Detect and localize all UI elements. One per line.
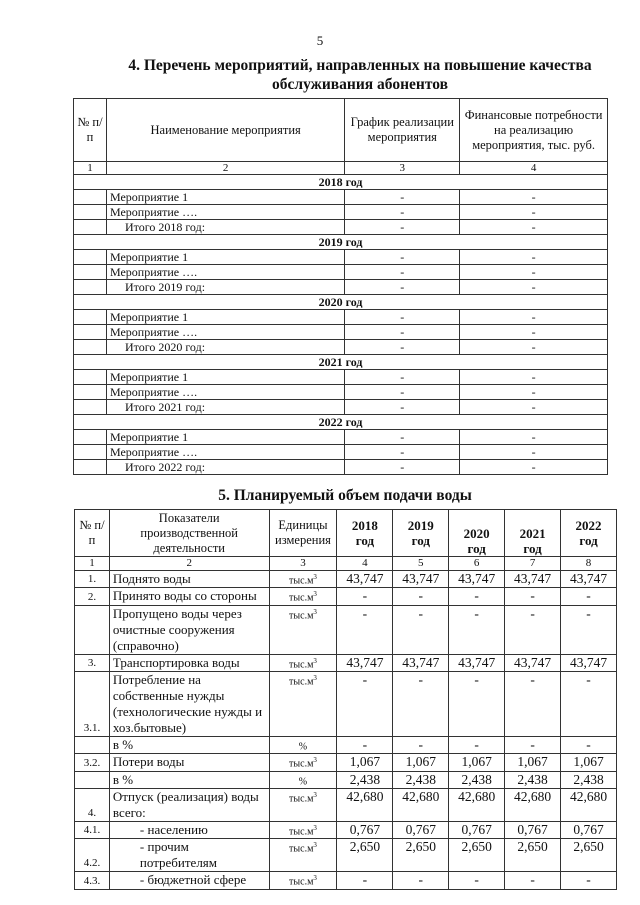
value-cell: - [337, 736, 393, 753]
table-row [75, 588, 617, 605]
table-row [75, 605, 617, 654]
table-row [74, 220, 608, 235]
schedule-value: - [345, 325, 460, 340]
table-header-row [74, 99, 608, 162]
col-number: 2 [109, 557, 269, 571]
table-row [75, 671, 617, 736]
schedule-value: - [345, 385, 460, 400]
col-number: 4 [460, 162, 608, 175]
finance-value: - [460, 250, 608, 265]
unit: $тыс.м^3$ [269, 821, 337, 838]
table-row [74, 325, 608, 340]
row-num [74, 205, 107, 220]
row-num [74, 325, 107, 340]
value-cell: 2,650 [393, 839, 449, 872]
value-cell: - [505, 736, 561, 753]
row-index [75, 771, 110, 788]
finance-value: - [460, 265, 608, 280]
col-number: 3 [269, 557, 337, 571]
value-cell: - [505, 671, 561, 736]
value-cell: 0,767 [337, 821, 393, 838]
value-cell: - [561, 588, 617, 605]
schedule-value: - [345, 220, 460, 235]
header-num: № п/п [74, 99, 107, 162]
table-header-row [75, 510, 617, 557]
finance-value: - [460, 385, 608, 400]
header-schedule: График реализации мероприятия [345, 99, 460, 162]
row-index: 3. [75, 654, 110, 671]
finance-value: - [460, 400, 608, 415]
indicator-name: Поднято воды [109, 571, 269, 588]
row-num [74, 220, 107, 235]
value-cell: 1,067 [449, 754, 505, 771]
unit: $тыс.м^3$ [269, 571, 337, 588]
row-num [74, 460, 107, 475]
header-finance: Финансовые потребности на реализацию мероприятия, тыс. руб. [460, 99, 608, 162]
value-cell: 43,747 [449, 571, 505, 588]
value-cell: 1,067 [561, 754, 617, 771]
col-number: 6 [449, 557, 505, 571]
value-cell: - [337, 588, 393, 605]
header-year-2020: 2020 год [449, 510, 505, 557]
value-cell: - [393, 736, 449, 753]
value-cell: - [393, 671, 449, 736]
year-group-row [74, 415, 608, 430]
indicator-name: в % [109, 736, 269, 753]
value-cell: 43,747 [337, 571, 393, 588]
value-cell: 42,680 [505, 788, 561, 821]
year-label: 2022 год [74, 415, 608, 430]
indicator-name: Пропущено воды через очистные сооружения (справочно) [109, 605, 269, 654]
table-row [75, 654, 617, 671]
row-index: 4.1. [75, 821, 110, 838]
row-index [75, 605, 110, 654]
schedule-value: - [345, 340, 460, 355]
table-row [74, 265, 608, 280]
header-year-2022: 2022 год [561, 510, 617, 557]
table-row [75, 821, 617, 838]
row-num [74, 190, 107, 205]
schedule-value: - [345, 370, 460, 385]
year-label: 2019 год [74, 235, 608, 250]
value-cell: - [449, 872, 505, 889]
col-number: 4 [337, 557, 393, 571]
unit: $тыс.м^3$ [269, 605, 337, 654]
row-num [74, 265, 107, 280]
value-cell: 0,767 [393, 821, 449, 838]
measure-name: Мероприятие …. [106, 265, 344, 280]
schedule-value: - [345, 250, 460, 265]
table-row [74, 430, 608, 445]
header-name: Наименование мероприятия [106, 99, 344, 162]
measure-name: Мероприятие 1 [106, 310, 344, 325]
measure-name: Мероприятие …. [106, 385, 344, 400]
value-cell: 1,067 [337, 754, 393, 771]
value-cell: - [449, 736, 505, 753]
measure-name: Мероприятие 1 [106, 190, 344, 205]
table-row [74, 445, 608, 460]
value-cell: 43,747 [337, 654, 393, 671]
total-label: Итого 2020 год: [106, 340, 344, 355]
header-unit: Единицы измерения [269, 510, 337, 557]
value-cell: - [505, 872, 561, 889]
indicator-name: - прочим потребителям [109, 839, 269, 872]
value-cell: - [449, 588, 505, 605]
finance-value: - [460, 310, 608, 325]
indicator-name: в % [109, 771, 269, 788]
unit: $тыс.м^3$ [269, 872, 337, 889]
value-cell: - [393, 588, 449, 605]
col-number: 8 [561, 557, 617, 571]
value-cell: - [449, 671, 505, 736]
table-row [75, 839, 617, 872]
finance-value: - [460, 190, 608, 205]
value-cell: 0,767 [561, 821, 617, 838]
col-number: 7 [505, 557, 561, 571]
unit: % [269, 736, 337, 753]
year-group-row [74, 295, 608, 310]
unit: % [269, 771, 337, 788]
col-number: 1 [74, 162, 107, 175]
schedule-value: - [345, 310, 460, 325]
value-cell: 1,067 [393, 754, 449, 771]
unit: $тыс.м^3$ [269, 671, 337, 736]
value-cell: 2,438 [505, 771, 561, 788]
value-cell: 42,680 [449, 788, 505, 821]
value-cell: 2,650 [505, 839, 561, 872]
header-num: № п/п [75, 510, 110, 557]
row-index [75, 736, 110, 753]
value-cell: 42,680 [337, 788, 393, 821]
indicator-name: Отпуск (реализация) воды всего: [109, 788, 269, 821]
unit: $тыс.м^3$ [269, 588, 337, 605]
table-row [75, 736, 617, 753]
col-number: 1 [75, 557, 110, 571]
value-cell: 0,767 [505, 821, 561, 838]
page-number: 5 [316, 33, 324, 48]
header-indicator: Показатели производственной деятельности [109, 510, 269, 557]
unit: $тыс.м^3$ [269, 654, 337, 671]
table-row [74, 280, 608, 295]
row-index: 4.3. [75, 872, 110, 889]
year-group-row [74, 355, 608, 370]
value-cell: 2,650 [561, 839, 617, 872]
value-cell: - [393, 605, 449, 654]
row-num [74, 445, 107, 460]
finance-value: - [460, 340, 608, 355]
finance-value: - [460, 445, 608, 460]
section-5-title: 5. Планируемый объем подачи воды [218, 487, 472, 504]
indicator-name: Принято воды со стороны [109, 588, 269, 605]
measure-name: Мероприятие …. [106, 205, 344, 220]
indicator-name: - бюджетной сфере [109, 872, 269, 889]
row-num [74, 250, 107, 265]
measure-name: Мероприятие …. [106, 325, 344, 340]
value-cell: 42,680 [393, 788, 449, 821]
schedule-value: - [345, 430, 460, 445]
value-cell: - [449, 605, 505, 654]
unit: $тыс.м^3$ [269, 788, 337, 821]
header-year-2019: 2019 год [393, 510, 449, 557]
value-cell: 2,438 [337, 771, 393, 788]
indicator-name: Потребление на собственные нужды (технологические нужды и хоз.бытовые) [109, 671, 269, 736]
year-label: 2018 год [74, 175, 608, 190]
table-row [75, 872, 617, 889]
year-group-row [74, 235, 608, 250]
header-year-2021: 2021 год [505, 510, 561, 557]
finance-value: - [460, 370, 608, 385]
column-numbers-row [74, 162, 608, 175]
schedule-value: - [345, 460, 460, 475]
unit: $тыс.м^3$ [269, 754, 337, 771]
value-cell: 2,650 [337, 839, 393, 872]
row-num [74, 400, 107, 415]
measure-name: Мероприятие 1 [106, 430, 344, 445]
total-label: Итого 2019 год: [106, 280, 344, 295]
value-cell: - [561, 736, 617, 753]
schedule-value: - [345, 400, 460, 415]
col-number: 2 [106, 162, 344, 175]
schedule-value: - [345, 280, 460, 295]
row-index: 3.2. [75, 754, 110, 771]
table-row [74, 205, 608, 220]
measures-table [73, 98, 608, 475]
finance-value: - [460, 220, 608, 235]
total-label: Итого 2022 год: [106, 460, 344, 475]
value-cell: 2,650 [449, 839, 505, 872]
value-cell: 43,747 [393, 571, 449, 588]
year-group-row [74, 175, 608, 190]
header-year-2018: 2018 год [337, 510, 393, 557]
indicator-name: Транспортировка воды [109, 654, 269, 671]
value-cell: 1,067 [505, 754, 561, 771]
row-index: 2. [75, 588, 110, 605]
measure-name: Мероприятие …. [106, 445, 344, 460]
value-cell: - [561, 605, 617, 654]
value-cell: 43,747 [561, 654, 617, 671]
unit: $тыс.м^3$ [269, 839, 337, 872]
water-supply-table [74, 509, 617, 890]
indicator-name: Потери воды [109, 754, 269, 771]
section-4-title: 4. Перечень мероприятий, направленных на повышение качества обслуживания абонентов [128, 57, 592, 93]
value-cell: - [337, 671, 393, 736]
finance-value: - [460, 460, 608, 475]
table-row [75, 771, 617, 788]
table-row [74, 385, 608, 400]
table-row [74, 250, 608, 265]
row-index: 1. [75, 571, 110, 588]
value-cell: 43,747 [393, 654, 449, 671]
total-label: Итого 2021 год: [106, 400, 344, 415]
table-row [75, 571, 617, 588]
total-label: Итого 2018 год: [106, 220, 344, 235]
table-row [74, 370, 608, 385]
value-cell: 0,767 [449, 821, 505, 838]
value-cell: - [393, 872, 449, 889]
measure-name: Мероприятие 1 [106, 250, 344, 265]
indicator-name: - населению [109, 821, 269, 838]
finance-value: - [460, 325, 608, 340]
table-row [74, 460, 608, 475]
year-label: 2020 год [74, 295, 608, 310]
column-numbers-row [75, 557, 617, 571]
value-cell: 43,747 [505, 654, 561, 671]
table-row [74, 340, 608, 355]
finance-value: - [460, 280, 608, 295]
value-cell: - [337, 605, 393, 654]
year-label: 2021 год [74, 355, 608, 370]
schedule-value: - [345, 190, 460, 205]
value-cell: - [561, 872, 617, 889]
value-cell: 42,680 [561, 788, 617, 821]
value-cell: 43,747 [505, 571, 561, 588]
value-cell: 43,747 [449, 654, 505, 671]
value-cell: 2,438 [449, 771, 505, 788]
table-row [74, 190, 608, 205]
value-cell: - [505, 605, 561, 654]
schedule-value: - [345, 265, 460, 280]
row-index: 3.1. [75, 671, 110, 736]
table-row [75, 788, 617, 821]
table-row [75, 754, 617, 771]
row-num [74, 310, 107, 325]
row-num [74, 340, 107, 355]
row-num [74, 385, 107, 400]
row-num [74, 430, 107, 445]
col-number: 3 [345, 162, 460, 175]
row-num [74, 280, 107, 295]
finance-value: - [460, 205, 608, 220]
value-cell: - [337, 872, 393, 889]
schedule-value: - [345, 205, 460, 220]
table-row [74, 400, 608, 415]
row-num [74, 370, 107, 385]
col-number: 5 [393, 557, 449, 571]
measure-name: Мероприятие 1 [106, 370, 344, 385]
row-index: 4. [75, 788, 110, 821]
value-cell: - [561, 671, 617, 736]
finance-value: - [460, 430, 608, 445]
value-cell: 2,438 [393, 771, 449, 788]
value-cell: - [505, 588, 561, 605]
value-cell: 43,747 [561, 571, 617, 588]
value-cell: 2,438 [561, 771, 617, 788]
schedule-value: - [345, 445, 460, 460]
table-row [74, 310, 608, 325]
row-index: 4.2. [75, 839, 110, 872]
